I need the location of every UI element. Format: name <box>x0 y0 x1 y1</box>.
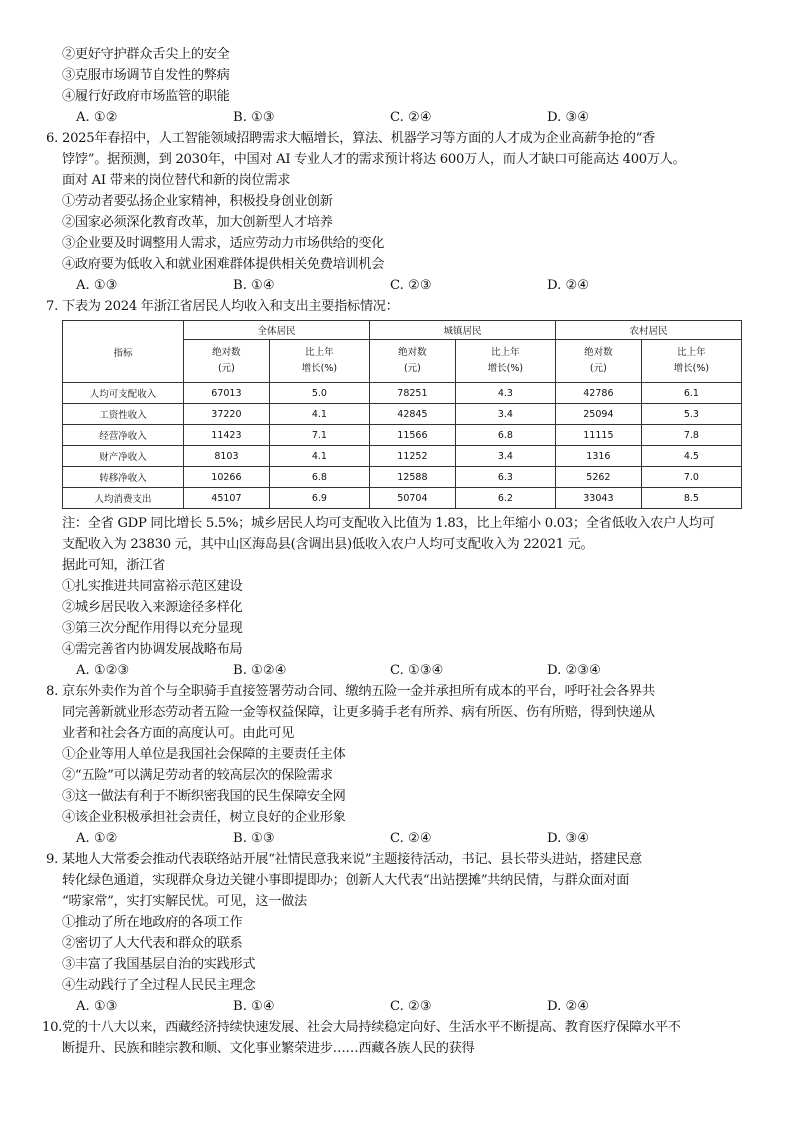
table-cell: 42845 <box>369 404 455 425</box>
table-cell: 8103 <box>184 446 270 467</box>
table-cell: 6.1 <box>641 383 741 404</box>
table-cell: 6.3 <box>455 467 555 488</box>
table-corner-header: 指标 <box>63 321 184 383</box>
q8-option-c[interactable]: C. ②④ <box>390 831 432 846</box>
table-row <box>63 467 742 488</box>
q8-stem-line: 同完善新就业形态劳动者五险一金等权益保障，让更多骑手老有所养、病有所医、伤有所赔，得到快递从 <box>62 705 655 720</box>
q5-item-4: ④履行好政府市场监管的职能 <box>62 89 230 104</box>
q6-option-d[interactable]: D. ②④ <box>547 278 590 293</box>
table-cell: 3.4 <box>455 404 555 425</box>
table-row-label: 经营净收入 <box>63 425 184 446</box>
q10-stem-line: 断提升、民族和睦宗教和顺、文化事业繁荣进步……西藏各族人民的获得 <box>62 1041 475 1056</box>
q5-option-d[interactable]: D. ③④ <box>547 110 590 125</box>
table-cell: 78251 <box>369 383 455 404</box>
q7-item-4: ④需完善省内协调发展战略布局 <box>62 642 243 657</box>
table-cell: 5262 <box>555 467 641 488</box>
question-10 <box>42 1017 752 1059</box>
q8-number: 8. <box>46 684 58 699</box>
q9-item-1: ①推动了所在地政府的各项工作 <box>62 915 243 930</box>
table-cell: 4.1 <box>269 404 369 425</box>
q6-stem-line: 饽饽”。据预测，到 2030年，中国对 AI 专业人才的需求预计将达 600万人，而人才缺口可能高达 400万人。 <box>62 152 686 167</box>
table-cell: 37220 <box>184 404 270 425</box>
table-row-label: 工资性收入 <box>63 404 184 425</box>
table-cell: 6.8 <box>269 467 369 488</box>
q8-option-b[interactable]: B. ①③ <box>233 831 275 846</box>
table-cell: 6.8 <box>455 425 555 446</box>
table-cell: 10266 <box>184 467 270 488</box>
question-5-tail <box>62 44 752 128</box>
q7-option-c[interactable]: C. ①③④ <box>390 663 444 678</box>
table-cell: 11566 <box>369 425 455 446</box>
q6-stem-line: 面对 AI 带来的岗位替代和新的岗位需求 <box>62 173 291 188</box>
q6-item-3: ③企业要及时调整用人需求，适应劳动力市场供给的变化 <box>62 236 385 251</box>
col-header-abs: 绝对数 (元) <box>555 340 641 383</box>
table-cell: 50704 <box>369 488 455 509</box>
q6-options <box>62 275 752 296</box>
table-row-label: 转移净收入 <box>63 467 184 488</box>
q5-item-3: ③克服市场调节自发性的弊病 <box>62 68 230 83</box>
q9-item-4: ④生动践行了全过程人民民主理念 <box>62 978 256 993</box>
table-row <box>63 383 742 404</box>
q6-stem-line: 2025年春招中，人工智能领域招聘需求大幅增长，算法、机器学习等方面的人才成为企业高薪争抢的“香 <box>62 131 655 146</box>
q6-number: 6. <box>46 131 58 146</box>
table-cell: 67013 <box>184 383 270 404</box>
table-row-label: 人均可支配收入 <box>63 383 184 404</box>
col-header-abs: 绝对数 (元) <box>184 340 270 383</box>
table-row <box>63 404 742 425</box>
table-group-header: 城镇居民 <box>369 321 555 340</box>
q8-item-2: ②“五险”可以满足劳动者的较高层次的保险需求 <box>62 768 333 783</box>
q7-item-2: ②城乡居民收入来源途径多样化 <box>62 600 243 615</box>
q5-option-a[interactable]: A. ①② <box>76 110 118 125</box>
question-6 <box>46 128 752 296</box>
table-cell: 1316 <box>555 446 641 467</box>
q9-option-b[interactable]: B. ①④ <box>233 999 275 1014</box>
q7-note-line: 注：全省 GDP 同比增长 5.5%；城乡居民人均可支配收入比值为 1.83，比上年缩小 0.03；全省低收入农户人均可 <box>62 516 715 531</box>
table-group-header: 全体居民 <box>184 321 370 340</box>
table-cell: 11423 <box>184 425 270 446</box>
table-cell: 5.3 <box>641 404 741 425</box>
q6-option-c[interactable]: C. ②③ <box>390 278 432 293</box>
q6-item-2: ②国家必须深化教育改革，加大创新型人才培养 <box>62 215 333 230</box>
col-header-growth: 比上年 增长(%) <box>455 340 555 383</box>
q9-option-c[interactable]: C. ②③ <box>390 999 432 1014</box>
col-header-growth: 比上年 增长(%) <box>269 340 369 383</box>
q9-number: 9. <box>46 852 58 867</box>
q6-option-b[interactable]: B. ①④ <box>233 278 275 293</box>
table-cell: 45107 <box>184 488 270 509</box>
table-row <box>63 425 742 446</box>
q8-options <box>62 828 752 849</box>
q7-stem: 下表为 2024 年浙江省居民人均收入和支出主要指标情况： <box>62 299 399 314</box>
q8-item-1: ①企业等用人单位是我国社会保障的主要责任主体 <box>62 747 346 762</box>
q7-note-line: 支配收入为 23830 元，其中山区海岛县(含调出县)低收入农户人均可支配收入为 22021 元。 <box>62 537 594 552</box>
q7-options <box>62 660 752 681</box>
col-header-abs: 绝对数 (元) <box>369 340 455 383</box>
table-cell: 7.8 <box>641 425 741 446</box>
q5-option-b[interactable]: B. ①③ <box>233 110 275 125</box>
income-table <box>62 320 742 509</box>
q8-stem-line: 业者和社会各方面的高度认可。由此可见 <box>62 726 294 741</box>
q9-option-a[interactable]: A. ①③ <box>76 999 118 1014</box>
table-cell: 4.5 <box>641 446 741 467</box>
q9-item-2: ②密切了人大代表和群众的联系 <box>62 936 243 951</box>
q8-item-3: ③这一做法有利于不断织密我国的民生保障安全网 <box>62 789 346 804</box>
table-cell: 7.0 <box>641 467 741 488</box>
q8-option-d[interactable]: D. ③④ <box>547 831 590 846</box>
q5-option-c[interactable]: C. ②④ <box>390 110 432 125</box>
q7-option-b[interactable]: B. ①②④ <box>233 663 287 678</box>
q9-stem-line: 转化绿色通道，实现群众身边关键小事即提即办；创新人大代表“出站摆摊”共纳民情，与群众面对面 <box>62 873 630 888</box>
q7-number: 7. <box>46 299 58 314</box>
q9-stem-line: 某地人大常委会推动代表联络站开展“社情民意我来说”主题接待活动，书记、县长带头进站，搭建民意 <box>62 852 642 867</box>
q6-item-4: ④政府要为低收入和就业困难群体提供相关免费培训机会 <box>62 257 385 272</box>
q9-options <box>62 996 752 1017</box>
q9-item-3: ③丰富了我国基层自治的实践形式 <box>62 957 256 972</box>
table-row <box>63 488 742 509</box>
q7-item-3: ③第三次分配作用得以充分显现 <box>62 621 243 636</box>
table-row-label: 财产净收入 <box>63 446 184 467</box>
q5-item-2: ②更好守护群众舌尖上的安全 <box>62 47 230 62</box>
exam-page <box>42 44 752 1059</box>
table-cell: 12588 <box>369 467 455 488</box>
q9-stem-line: “唠家常”，实打实解民忧。可见，这一做法 <box>62 894 307 909</box>
table-cell: 7.1 <box>269 425 369 446</box>
col-header-growth: 比上年 增长(%) <box>641 340 741 383</box>
question-9 <box>46 849 752 1017</box>
table-cell: 25094 <box>555 404 641 425</box>
q8-item-4: ④该企业积极承担社会责任，树立良好的企业形象 <box>62 810 346 825</box>
table-row <box>63 446 742 467</box>
q9-option-d[interactable]: D. ②④ <box>547 999 590 1014</box>
q6-option-a[interactable]: A. ①③ <box>76 278 118 293</box>
q7-option-a[interactable]: A. ①②③ <box>76 663 130 678</box>
table-cell: 3.4 <box>455 446 555 467</box>
q6-item-1: ①劳动者要弘扬企业家精神，积极投身创业创新 <box>62 194 333 209</box>
question-8 <box>46 681 752 849</box>
table-cell: 5.0 <box>269 383 369 404</box>
q8-option-a[interactable]: A. ①② <box>76 831 118 846</box>
table-cell: 33043 <box>555 488 641 509</box>
q7-item-1: ①扎实推进共同富裕示范区建设 <box>62 579 243 594</box>
q10-number: 10. <box>42 1020 63 1035</box>
table-group-header: 农村居民 <box>555 321 741 340</box>
q8-stem-line: 京东外卖作为首个与全职骑手直接签署劳动合同、缴纳五险一金并承担所有成本的平台，呼吁社会各界共 <box>62 684 655 699</box>
question-7 <box>46 296 752 681</box>
table-cell: 11115 <box>555 425 641 446</box>
table-cell: 11252 <box>369 446 455 467</box>
q7-lead: 据此可知，浙江省 <box>62 558 166 573</box>
table-row-label: 人均消费支出 <box>63 488 184 509</box>
table-cell: 6.2 <box>455 488 555 509</box>
q10-stem-line: 党的十八大以来，西藏经济持续快速发展、社会大局持续稳定向好、生活水平不断提高、教育医疗保障水平不 <box>62 1020 681 1035</box>
q5-options <box>62 107 752 128</box>
table-cell: 4.1 <box>269 446 369 467</box>
table-cell: 6.9 <box>269 488 369 509</box>
table-cell: 4.3 <box>455 383 555 404</box>
table-cell: 8.5 <box>641 488 741 509</box>
table-cell: 42786 <box>555 383 641 404</box>
q7-option-d[interactable]: D. ②③④ <box>547 663 601 678</box>
